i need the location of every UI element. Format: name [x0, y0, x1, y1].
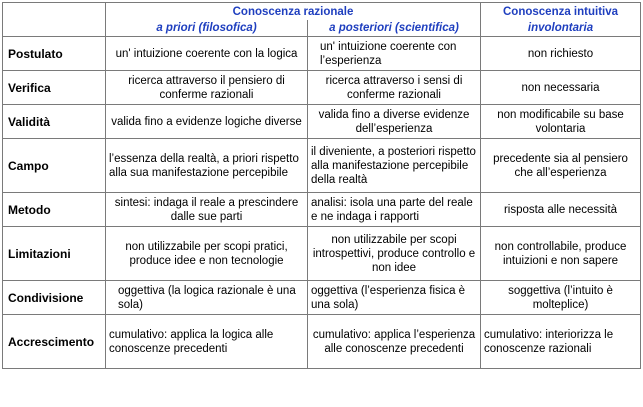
table-row: [3, 139, 641, 193]
cell-intuitive: cumulativo: interiorizza le conoscenze razionali: [481, 315, 641, 369]
cell-intuitive: non richiesto: [481, 37, 641, 71]
col-header-intuitive-line2: involontaria: [481, 20, 641, 37]
comparison-table: [2, 2, 641, 369]
cell-a-priori: l’essenza della realtà, a priori rispetto alla sua manifestazione percepibile: [106, 139, 308, 193]
row-label: Condivisione: [3, 281, 106, 315]
table-row: [3, 281, 641, 315]
cell-intuitive: non controllabile, produce intuizioni e non sapere: [481, 227, 641, 281]
cell-intuitive: soggettiva (l’intuito è molteplice): [481, 281, 641, 315]
cell-a-priori: cumulativo: applica la logica alle conoscenze precedenti: [106, 315, 308, 369]
cell-a-posteriori: un' intuizione coerente con l’esperienza: [308, 37, 481, 71]
cell-a-posteriori: oggettiva (l’esperienza fisica è una sola): [308, 281, 481, 315]
cell-intuitive: precedente sia al pensiero che all’esperienza: [481, 139, 641, 193]
row-label: Postulato: [3, 37, 106, 71]
cell-intuitive: risposta alle necessità: [481, 193, 641, 227]
row-label: Validità: [3, 105, 106, 139]
row-label: Limitazioni: [3, 227, 106, 281]
cell-a-posteriori: ricerca attraverso i sensi di conferme razionali: [308, 71, 481, 105]
cell-a-posteriori: valida fino a diverse evidenze dell’esperienza: [308, 105, 481, 139]
table-row: [3, 315, 641, 369]
row-label: Metodo: [3, 193, 106, 227]
col-header-a-posteriori: a posteriori (scientifica): [308, 20, 481, 37]
cell-a-posteriori: non utilizzabile per scopi introspettivi, produce controllo e non idee: [308, 227, 481, 281]
col-header-a-priori: a priori (filosofica): [106, 20, 308, 37]
cell-a-posteriori: analisi: isola una parte del reale e ne indaga i rapporti: [308, 193, 481, 227]
corner-cell: [3, 3, 106, 37]
row-label: Verifica: [3, 71, 106, 105]
header-row: [3, 3, 641, 21]
row-label: Campo: [3, 139, 106, 193]
cell-intuitive: non necessaria: [481, 71, 641, 105]
cell-a-priori: oggettiva (la logica razionale è una sola): [106, 281, 308, 315]
col-header-intuitive-line1: Conoscenza intuitiva: [481, 3, 641, 21]
table-row: [3, 71, 641, 105]
row-label: Accrescimento: [3, 315, 106, 369]
table-row: [3, 227, 641, 281]
cell-a-priori: non utilizzabile per scopi pratici, produce idee e non tecnologie: [106, 227, 308, 281]
table-row: [3, 105, 641, 139]
table-row: [3, 193, 641, 227]
cell-intuitive: non modificabile su base volontaria: [481, 105, 641, 139]
cell-a-priori: ricerca attraverso il pensiero di conferme razionali: [106, 71, 308, 105]
cell-a-priori: un' intuizione coerente con la logica: [106, 37, 308, 71]
cell-a-posteriori: il diveniente, a posteriori rispetto alla manifestazione percepibile della realtà: [308, 139, 481, 193]
group-header-rational: Conoscenza razionale: [106, 3, 481, 21]
cell-a-priori: sintesi: indaga il reale a prescindere dalle sue parti: [106, 193, 308, 227]
cell-a-posteriori: cumulativo: applica l’esperienza alle conoscenze precedenti: [308, 315, 481, 369]
table-row: [3, 37, 641, 71]
cell-a-priori: valida fino a evidenze logiche diverse: [106, 105, 308, 139]
